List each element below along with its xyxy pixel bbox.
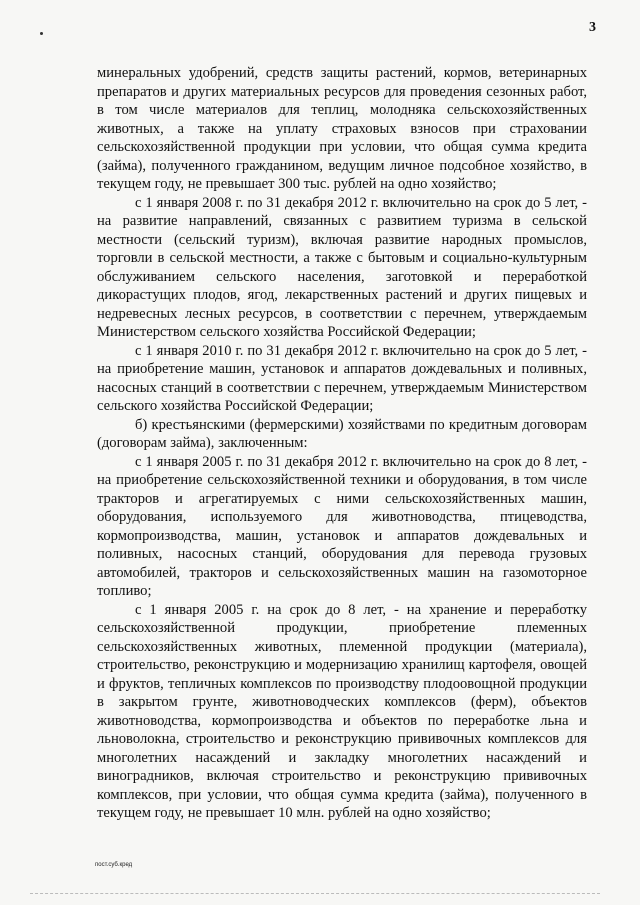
footer-code: пост.суб.кред xyxy=(95,862,133,868)
bottom-rule xyxy=(30,893,600,894)
scan-dot xyxy=(40,32,43,35)
paragraph-2: с 1 января 2008 г. по 31 декабря 2012 г. включительно на срок до 5 лет, - на развитие направлений, связанных с развитием туризма в сельской местности (сельский туризм), включая развитие народных промыслов, торговли в сельской местности, а также с бытовым и социально-культурным обслуживанием сельского населения, заготовкой и переработкой дикорастущих плодов, ягод, лекарственных растений и других пищевых и недревесных лесных ресурсов, в соответствии с перечнем, утверждаемым Министерством сельского хозяйства Российской Федерации; xyxy=(97,194,587,340)
paragraph-3: с 1 января 2010 г. по 31 декабря 2012 г. включительно на срок до 5 лет, - на приобретение машин, установок и аппаратов дождевальных и поливных, насосных станций в соответствии с перечнем, утверждаемым Министерством сельского хозяйства Российской Федерации; xyxy=(97,342,587,414)
paragraph-5: с 1 января 2005 г. по 31 декабря 2012 г. включительно на срок до 8 лет, - на приобретение сельскохозяйственной техники и оборудования, в том числе тракторов и агрегатируемых с ними сельскохозяйственных машин, оборудования, используемого для животноводства, птицеводства, кормопроизводства, машин, установок и аппаратов дождевальных и поливных, насосных станций, оборудования для перевода грузовых автомобилей, тракторов и сельскохозяйственных машин на газомоторное топливо; xyxy=(97,453,587,599)
document-body xyxy=(97,64,587,823)
paragraph-6: с 1 января 2005 г. на срок до 8 лет, - на хранение и переработку сельскохозяйственной продукции, приобретение племенных сельскохозяйственных животных, племенной продукции (материала), строительство, реконструкцию и модернизацию хранилищ картофеля, овощей и фруктов, тепличных комплексов по производству плодоовощной продукции в закрытом грунте, животноводческих комплексов (ферм), объектов животноводства, кормопроизводства и объектов по переработке льна и льноволокна, строительство и реконструкцию прививочных комплексов для многолетних насаждений и закладку многолетних насаждений и виноградников, включая строительство и реконструкцию прививочных комплексов, при условии, что общая сумма кредита (займа), полученного в текущем году, не превышает 10 млн. рублей на одно хозяйство; xyxy=(97,601,587,821)
paragraph-4: б) крестьянскими (фермерскими) хозяйствами по кредитным договорам (договорам займа), заключенным: xyxy=(97,416,587,451)
page-number: 3 xyxy=(589,20,596,35)
paragraph-1: минеральных удобрений, средств защиты растений, кормов, ветеринарных препаратов и других материальных ресурсов для проведения сезонных работ, в том числе материалов для теплиц, молодняка сельскохозяйственных животных, а также на уплату страховых взносов при страховании сельскохозяйственной продукции при условии, что общая сумма кредита (займа), полученного гражданином, ведущим личное подсобное хозяйство, в текущем году, не превышает 300 тыс. рублей на одно хозяйство; xyxy=(97,65,587,192)
